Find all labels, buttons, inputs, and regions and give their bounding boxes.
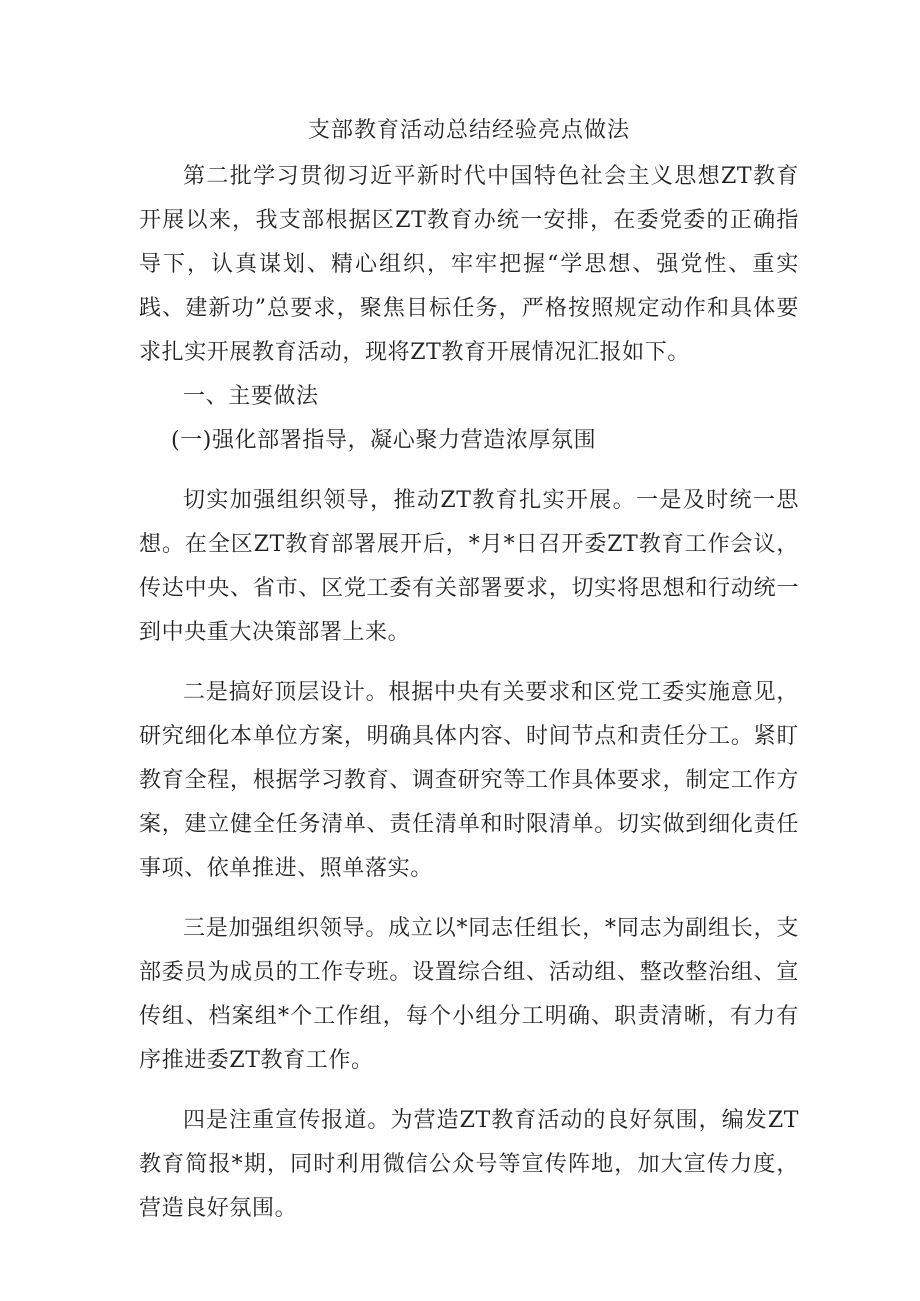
body-paragraph: 二是搞好顶层设计。根据中央有关要求和区党工委实施意见，研究细化本单位方案，明确具体内容、时间节点和责任分工。紧盯教育全程，根据学习教育、调查研究等工作具体要求，制定工作方案，建立健全任务清单、责任清单和时限清单。切实做到细化责任事项、依单推进、照单落实。 (139, 680, 799, 881)
body-paragraph: 切实加强组织领导，推动ZT教育扎实开展。一是及时统一思想。在全区ZT教育部署展开后，*月*日召开委ZT教育工作会议，传达中央、省市、区党工委有关部署要求，切实将思想和行动统一到中央重大决策部署上来。 (139, 488, 799, 645)
document-title: 支部教育活动总结经验亮点做法 (307, 118, 630, 143)
intro-paragraph: 第二批学习贯彻习近平新时代中国特色社会主义思想ZT教育开展以来，我支部根据区ZT教育办统一安排，在委党委的正确指导下，认真谋划、精心组织，牢牢把握“学思想、强党性、重实践、建新功”总要求，聚焦目标任务，严格按照规定动作和具体要求扎实开展教育活动，现将ZT教育开展情况汇报如下。 (139, 164, 799, 365)
body-paragraph: 四是注重宣传报道。为营造ZT教育活动的良好氛围，编发ZT教育简报*期，同时利用微信公众号等宣传阵地，加大宣传力度，营造良好氛围。 (139, 1108, 799, 1221)
subsection-heading: (一)强化部署指导，凝心聚力营造浓厚氛围 (171, 428, 597, 453)
body-paragraph: 三是加强组织领导。成立以*同志任组长，*同志为副组长，支部委员为成员的工作专班。设置综合组、活动组、整改整治组、宣传组、档案组*个工作组，每个小组分工明确、职责清晰，有力有序推进委ZT教育工作。 (139, 916, 799, 1073)
section-heading: 一、主要做法 (183, 384, 319, 409)
document-body (139, 109, 799, 1231)
